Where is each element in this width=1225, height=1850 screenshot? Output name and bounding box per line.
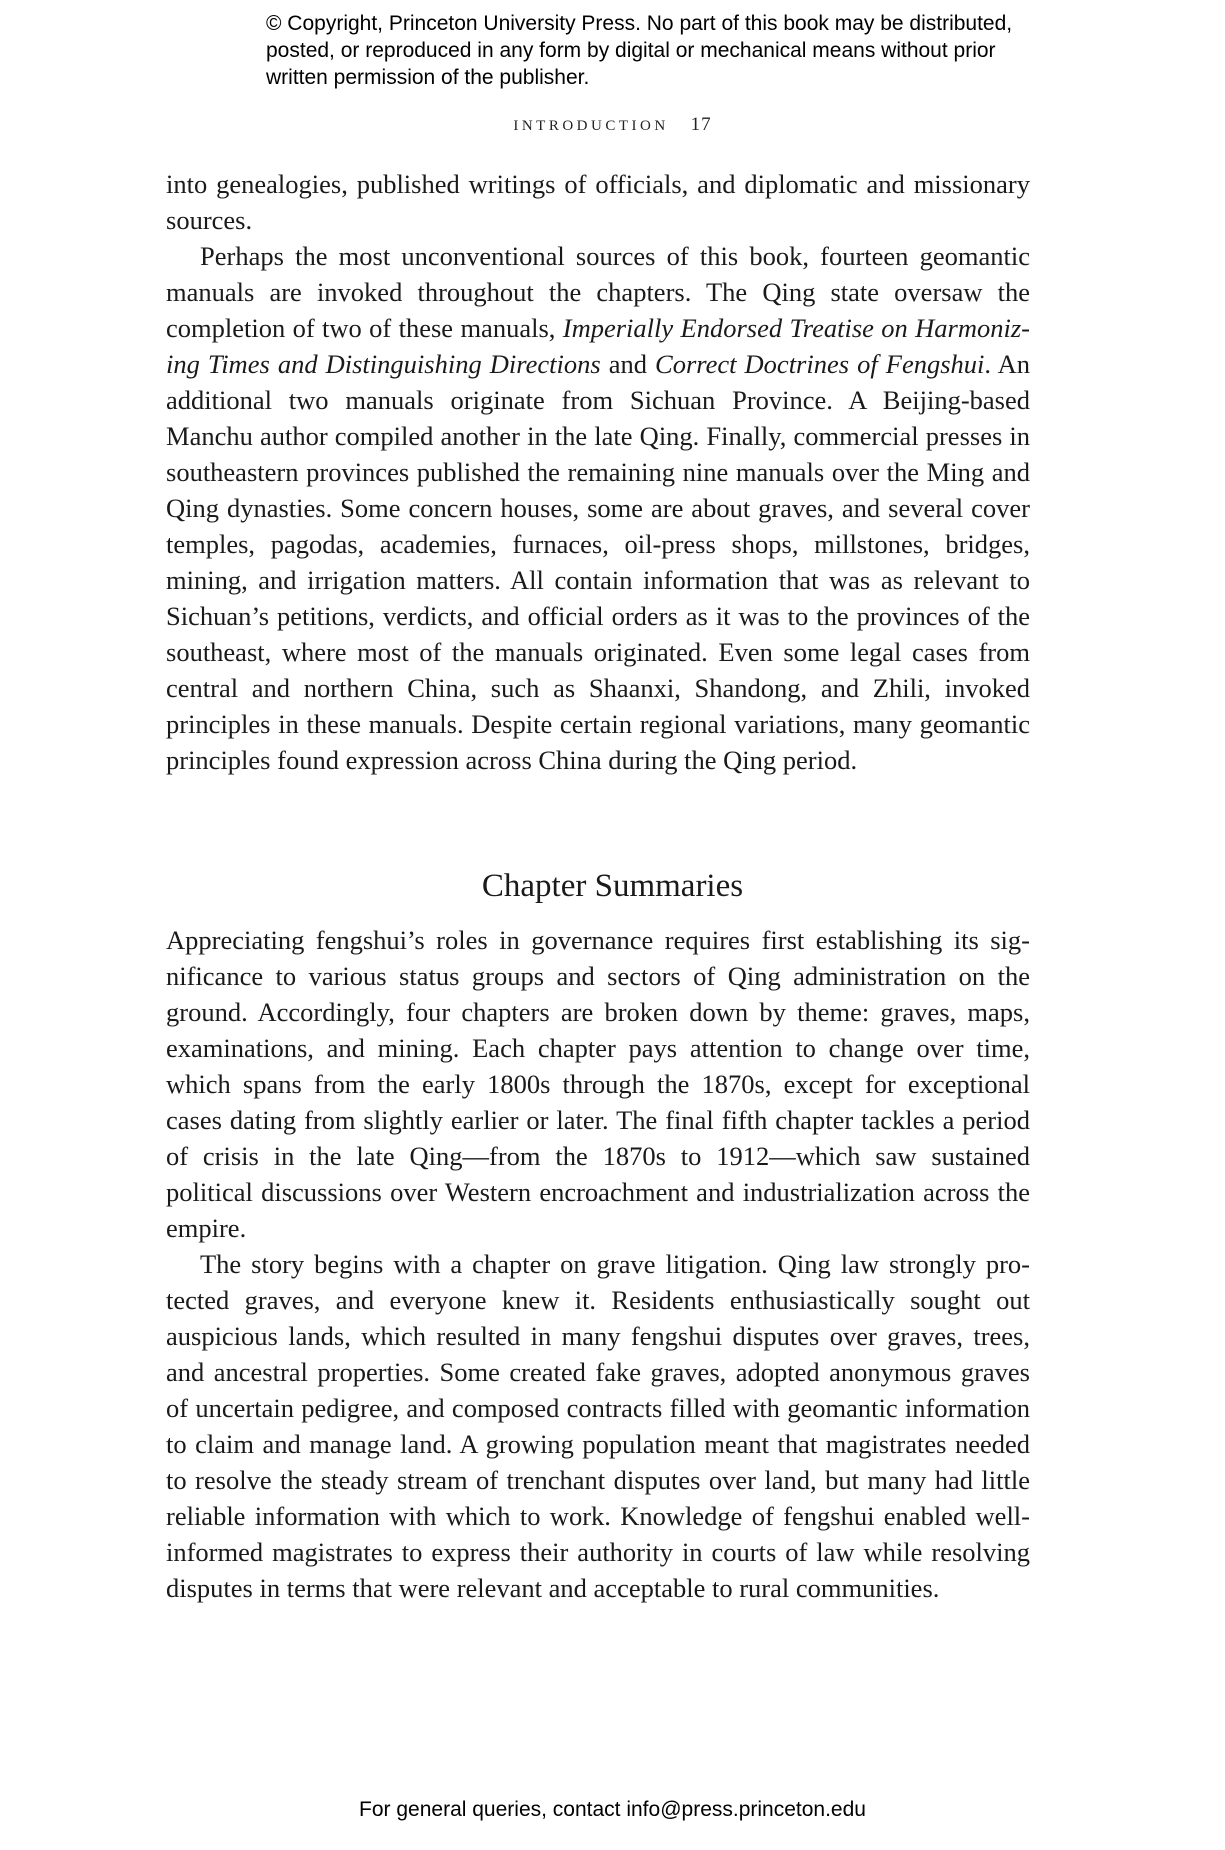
book-title-doctrines: Correct Doctrines of Fengshui bbox=[655, 349, 985, 379]
page-number: 17 bbox=[690, 114, 712, 135]
paragraph-grave-litigation: The story begins with a chapter on grave litigation. Qing law strongly protected graves, and everyone knew it. Residents enthusiastically sought out auspicious lands, which resulted in many fengshui disputes over graves, trees, and ancestral properties. Some created fake graves, adopted anonymous graves of uncertain pedigree, and composed contracts filled with geomantic information to claim and manage land. A growing population meant that magistrates needed to resolve the steady stream of trenchant disputes over land, but many had little reliable information with which to work. Knowledge of fengshui enabled well-informed magistrates to express their authority in courts of law while resolving disputes in terms that were relevant and acceptable to rural communities. bbox=[166, 1249, 1030, 1603]
section-heading: Chapter Summaries bbox=[481, 868, 744, 904]
body-text-summaries bbox=[166, 922, 1030, 1606]
copyright-notice: © Copyright, Princeton University Press. No part of this book may be distributed, posted, or reproduced in any form by digital or mechanical means without prior written permission of the publisher. bbox=[266, 12, 1013, 89]
paragraph-sources-part-a: Perhaps the most unconventional sources of this book, fourteen geomantic manuals are invoked throughout the chapters. The Qing state oversaw the completion of two of these manuals, bbox=[166, 241, 1030, 343]
paragraph-continued: into genealogies, published writings of officials, and diplomatic and missionary sources. bbox=[166, 169, 1030, 235]
footer-contact: For general queries, contact info@press.princeton.edu bbox=[359, 1798, 866, 1821]
running-head bbox=[0, 114, 1225, 136]
body-text-top bbox=[166, 166, 1030, 778]
paragraph-summary-intro: Appreciating fengshui’s roles in governance requires first establishing its significance to various status groups and sectors of Qing administration on the ground. Accordingly, four chapters are broken down by theme: graves, maps, examinations, and mining. Each chapter pays attention to change over time, which spans from the early 1800s through the 1870s, except for exceptional cases dating from slightly earlier or later. The final fifth chapter tackles a period of crisis in the late Qing—from the 1870s to 1912—which saw sustained political discussions over Western encroachment and industrialization across the empire. bbox=[166, 925, 1030, 1243]
paragraph-sources bbox=[166, 238, 1030, 778]
paragraph-sources-part-c: . An additional two manuals originate from Sichuan Province. A Beijing-based Manchu author compiled another in the late Qing. Finally, commercial presses in southeastern provinces published the remaining nine manuals over the Ming and Qing dynasties. Some concern houses, some are about graves, and several cover temples, pagodas, academies, furnaces, oil-press shops, millstones, bridges, mining, and irrigation matters. All contain information that was as relevant to Sichuan’s petitions, verdicts, and official orders as it was to the provinces of the southeast, where most of the manuals originated. Even some legal cases from central and northern China, such as Shaanxi, Shandong, and Zhili, invoked principles in these manuals. Despite certain regional variations, many geomantic principles found expression across China during the Qing period. bbox=[166, 349, 1031, 775]
running-head-title: INTRODUCTION bbox=[513, 118, 669, 134]
paragraph-sources-part-b: and bbox=[600, 349, 656, 379]
book-title-treatise: Imperially Endorsed Treatise on Harmonizing Times and Distinguishing Directions bbox=[166, 313, 1030, 379]
